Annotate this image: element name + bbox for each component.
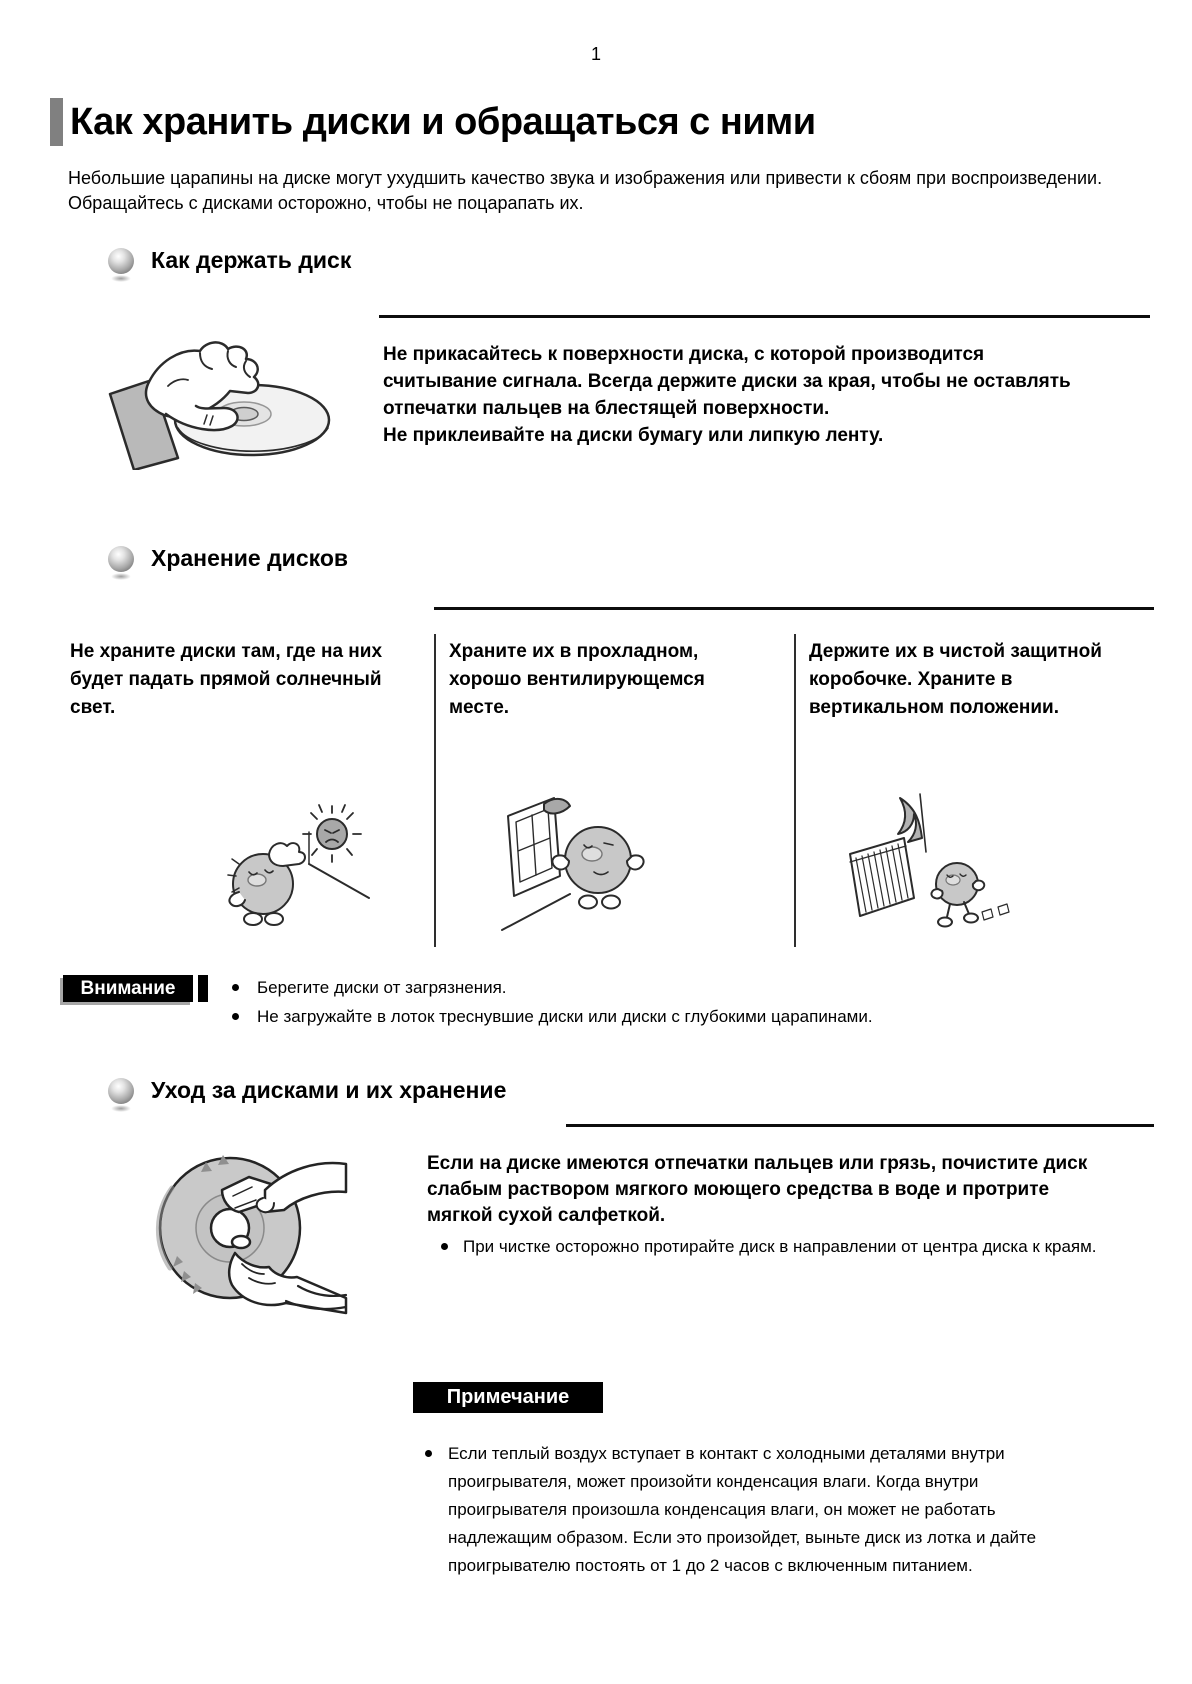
page-title: Как хранить диски и обращаться с ними [70,101,816,143]
bullet-dot-icon [232,1013,239,1020]
holding-instructions-line: Не приклеивайте на диски бумагу или липкую ленту. [383,425,884,446]
caution-section [63,975,873,1026]
note-text: Если теплый воздух вступает в контакт с холодными деталями внутри проигрывателя, может произойти конденсация влаги. Когда внутри проигрывателя произошла конденсация влаги, он может не работать надлежащим образом. Если это произойдет, выньте диск из лотка и дайте проигрывателю постоять от 1 до 2 часов с включенным питанием. [448,1444,1037,1575]
storage-column-ventilation [434,634,794,947]
caution-label: Внимание [80,977,176,999]
storage-column-text: Держите их в чистой защитной коробочке. Храните в вертикальном положении. [809,641,1102,718]
care-instructions [427,1151,1147,1257]
sphere-bullet-icon [108,248,134,274]
intro-line: Обращайтесь с дисками осторожно, чтобы не поцарапать их. [68,193,584,213]
storage-column-case [794,634,1155,947]
holding-instructions-line: Не прикасайтесь к поверхности диска, с которой производится [383,344,985,365]
storage-column-text: Не храните диски там, где на них будет падать прямой солнечный свет. [70,641,383,718]
section-title-care: Уход за дисками и их хранение [151,1077,507,1103]
list-item [414,1440,1054,1580]
storage-columns [63,634,1155,947]
section-rule [379,315,1150,318]
caution-list [232,978,873,1026]
sphere-bullet-icon [108,546,134,572]
section-title-storage: Хранение дисков [151,545,349,571]
intro-line: Небольшие царапины на диске могут ухудшить качество звука и изображения или привести к сбоям при воспроизведении. [68,168,1103,188]
disc-character-sunlight-illustration [211,792,371,942]
note-label: Примечание [446,1386,570,1408]
title-accent-bar [50,98,63,146]
caution-label-group [63,975,208,1002]
section-rule [566,1124,1154,1127]
note-label-box [413,1382,603,1413]
caution-label-box [63,975,193,1002]
section-title-holding: Как держать диск [151,247,352,273]
holding-instructions [383,341,1071,449]
bullet-dot-icon [232,984,239,991]
storage-column-sunlight [63,634,434,947]
page-number: 1 [590,44,601,64]
bullet-dot-icon [425,1450,432,1457]
note-list [414,1440,1054,1580]
section-header-care [108,1077,506,1104]
hand-cleaning-disc-illustration [138,1136,348,1316]
storage-column-text: Храните их в прохладном, хорошо вентилирующемся месте. [449,641,705,718]
disc-character-ventilation-illustration [498,782,658,934]
hand-holding-disc-illustration [100,330,335,470]
section-header-storage [108,545,348,572]
section-rule [434,607,1154,610]
page-title-row [50,98,816,146]
intro-text [68,166,1143,216]
list-item: Берегите диски от загрязнения. [232,978,873,997]
section-header-holding [108,247,351,274]
care-list [441,1237,1147,1257]
list-item: При чистке осторожно протирайте диск в направлении от центра диска к краям. [441,1237,1147,1257]
caution-label-tab [198,975,208,1002]
sphere-bullet-icon [108,1078,134,1104]
bullet-dot-icon [441,1243,448,1250]
list-item: Не загружайте в лоток треснувшие диски или диски с глубокими царапинами. [232,1007,873,1026]
holding-instructions-line: считывание сигнала. Всегда держите диски за края, чтобы не оставлять [383,371,1071,392]
care-instructions-bold: Если на диске имеются отпечатки пальцев или грязь, почистите диск слабым раствором мягкого моющего средства в воде и протрите мягкой сухой салфеткой. [427,1153,1088,1226]
holding-instructions-line: отпечатки пальцев на блестящей поверхности. [383,398,830,419]
disc-character-rack-illustration [842,792,1014,942]
